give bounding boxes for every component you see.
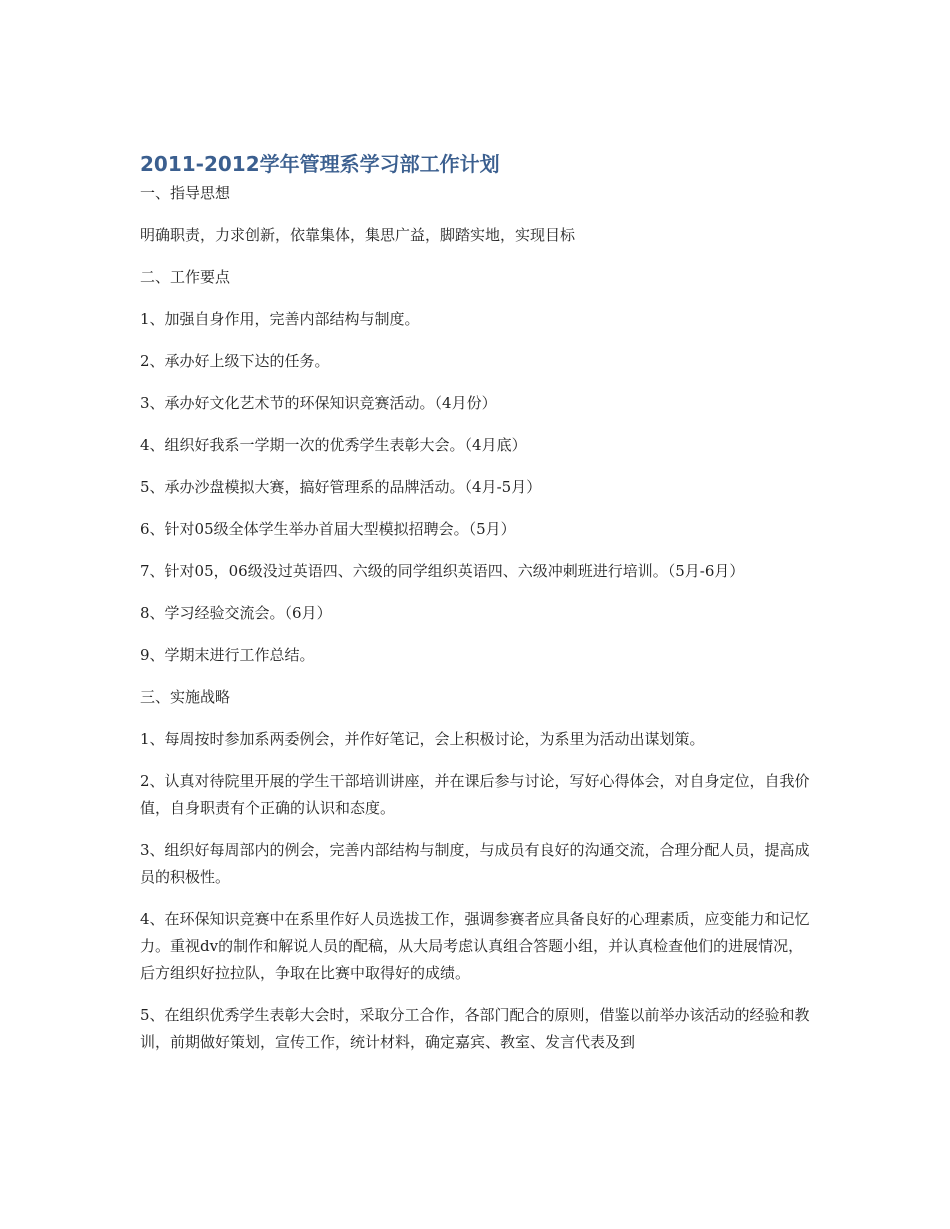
document-title: 2011-2012学年管理系学习部工作计划 bbox=[140, 152, 500, 176]
list-item: 7、针对05，06级没过英语四、六级的同学组织英语四、六级冲刺班进行培训。（5月-6月） bbox=[140, 562, 745, 580]
list-item: 5、承办沙盘模拟大赛，搞好管理系的品牌活动。（4月-5月） bbox=[140, 478, 542, 496]
list-item: 2、认真对待院里开展的学生干部培训讲座，并在课后参与讨论，写好心得体会，对自身定位，自我价值，自身职责有个正确的认识和态度。 bbox=[140, 772, 810, 817]
list-item: 9、学期末进行工作总结。 bbox=[140, 646, 315, 664]
list-item: 1、加强自身作用，完善内部结构与制度。 bbox=[140, 310, 420, 328]
section-heading: 一、指导思想 bbox=[140, 184, 231, 202]
list-item: 3、承办好文化艺术节的环保知识竞赛活动。（4月份） bbox=[140, 394, 497, 412]
section-work-points bbox=[140, 264, 815, 669]
section-heading: 三、实施战略 bbox=[140, 688, 231, 706]
list-item: 6、针对05级全体学生举办首届大型模拟招聘会。（5月） bbox=[140, 520, 516, 538]
list-item: 4、组织好我系一学期一次的优秀学生表彰大会。（4月底） bbox=[140, 436, 527, 454]
section-heading: 二、工作要点 bbox=[140, 268, 231, 286]
list-item: 8、学习经验交流会。（6月） bbox=[140, 604, 332, 622]
document-page bbox=[140, 148, 815, 1071]
list-item: 4、在环保知识竞赛中在系里作好人员选拔工作，强调参赛者应具备良好的心理素质，应变能力和记忆力。重视dv的制作和解说人员的配稿，从大局考虑认真组合答题小组，并认真检查他们的进展情况，后方组织好拉拉队，争取在比赛中取得好的成绩。 bbox=[140, 910, 810, 982]
list-item: 2、承办好上级下达的任务。 bbox=[140, 352, 330, 370]
list-item: 3、组织好每周部内的例会，完善内部结构与制度，与成员有良好的沟通交流，合理分配人员，提高成员的积极性。 bbox=[140, 841, 810, 886]
list-item: 5、在组织优秀学生表彰大会时，采取分工合作，各部门配合的原则，借鉴以前举办该活动的经验和教训，前期做好策划，宣传工作，统计材料，确定嘉宾、教室、发言代表及到 bbox=[140, 1006, 810, 1051]
list-item: 1、每周按时参加系两委例会，并作好笔记，会上积极讨论，为系里为活动出谋划策。 bbox=[140, 730, 705, 748]
section-guiding-thought bbox=[140, 180, 815, 249]
section-implementation bbox=[140, 684, 815, 1056]
paragraph: 明确职责，力求创新，依靠集体，集思广益，脚踏实地，实现目标 bbox=[140, 226, 576, 244]
